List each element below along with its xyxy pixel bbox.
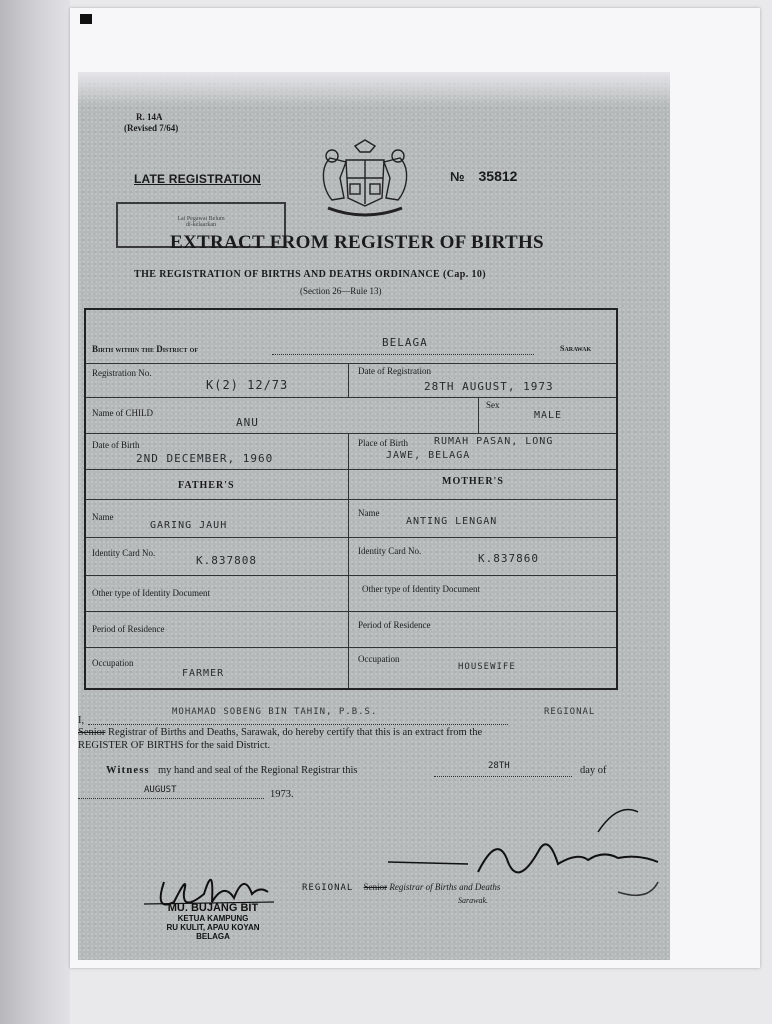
child-row: Name of CHILD ANU Sex MALE: [86, 398, 616, 434]
registration-table: [84, 308, 618, 690]
birth-row: Date of Birth 2ND DECEMBER, 1960 Place of Birth RUMAH PASAN, LONG JAWE, BELAGA: [86, 434, 616, 470]
ordinance-line: THE REGISTRATION OF BIRTHS AND DEATHS ORDINANCE (Cap. 10): [134, 269, 487, 280]
occupation-row: Occupation FARMER Occupation HOUSEWIFE: [86, 648, 616, 688]
registration-row: Registration No. K(2) 12/73 Date of Registration 28TH AUGUST, 1973: [86, 364, 616, 398]
headman-stamp: MU. BUJANG BIT KETUA KAMPUNG RU KULIT, APAU KOYAN BELAGA: [166, 902, 260, 941]
late-registration-label: LATE REGISTRATION: [134, 172, 261, 186]
corner-mark: [80, 14, 92, 24]
coat-of-arms-icon: [310, 138, 420, 224]
district-row: Birth within the District of BELAGA Sarawak: [86, 310, 616, 364]
residence-row: Period of Residence Period of Residence: [86, 612, 616, 648]
birth-certificate: [78, 72, 670, 960]
other-id-row: Other type of Identity Document Other type of Identity Document: [86, 576, 616, 612]
rubber-stamp: Lai Pegawai Belum di-kelaarkan: [116, 202, 286, 248]
identity-card-row: Identity Card No. K.837808 Identity Card No. K.837860: [86, 538, 616, 576]
torn-edge: [78, 72, 670, 106]
form-code: R. 14A (Revised 7/64): [124, 112, 179, 133]
certification-text: I, MOHAMAD SOBENG BIN TAHIN, P.B.S. REGIONAL Senior Registrar of Births and Deaths, Sarawak, do hereby certify that this is an extract from the REGISTER OF BIRTHS for the said District. Witness my hand and seal of the Regional Registrar this 28TH day of AUGUST 1973.: [78, 707, 607, 800]
document-title: EXTRACT FROM REGISTER OF BIRTHS: [170, 232, 544, 253]
registrar-caption: REGIONAL Senior Registrar of Births and Deaths: [302, 882, 501, 893]
serial-number: № 35812: [450, 168, 518, 184]
registrar-sarawak: Sarawak.: [458, 896, 488, 905]
book-page-edge: [0, 0, 70, 1024]
registrar-signature: [348, 792, 668, 942]
parents-header-row: FATHER'S MOTHER'S: [86, 470, 616, 500]
section-reference: (Section 26—Rule 13): [300, 286, 382, 296]
registrar-name: MOHAMAD SOBENG BIN TAHIN, P.B.S.: [172, 707, 378, 717]
parents-name-row: Name GARING JAUH Name ANTING LENGAN: [86, 500, 616, 538]
